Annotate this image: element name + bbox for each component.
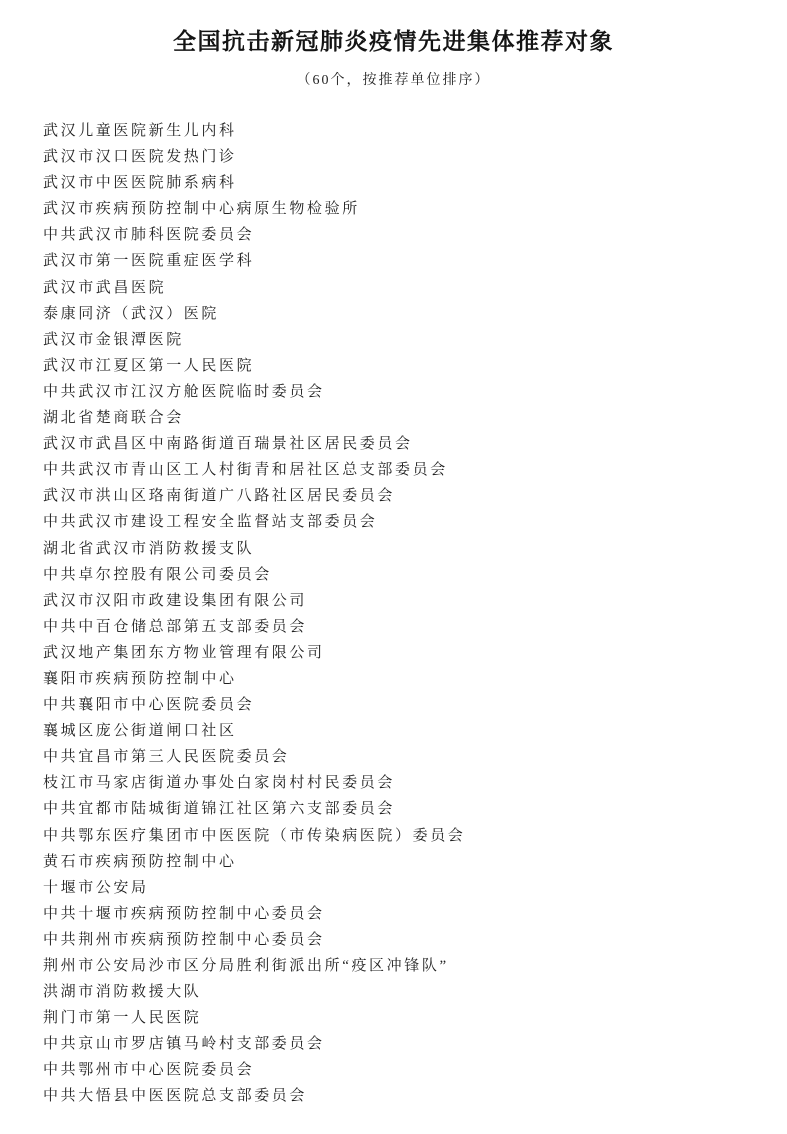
list-item: 中共武汉市肺科医院委员会 bbox=[43, 227, 255, 244]
list-item: 武汉市洪山区珞南街道广八路社区居民委员会 bbox=[43, 488, 396, 505]
list-item: 襄阳市疾病预防控制中心 bbox=[43, 670, 237, 687]
document-title: 全国抗击新冠肺炎疫情先进集体推荐对象 bbox=[173, 29, 614, 54]
list-item: 武汉地产集团东方物业管理有限公司 bbox=[43, 644, 325, 661]
list-item: 中共宜都市陆城街道锦江社区第六支部委员会 bbox=[43, 801, 396, 818]
list-item: 洪湖市消防救援大队 bbox=[43, 984, 202, 1001]
list-item: 武汉市疾病预防控制中心病原生物检验所 bbox=[43, 201, 360, 218]
list-item: 襄城区庞公街道闸口社区 bbox=[43, 723, 237, 740]
list-item: 中共鄂东医疗集团市中医医院（市传染病医院）委员会 bbox=[43, 827, 466, 844]
list-item: 枝江市马家店街道办事处白家岗村村民委员会 bbox=[43, 775, 396, 792]
list-item: 荆门市第一人民医院 bbox=[43, 1010, 202, 1027]
list-item: 武汉儿童医院新生儿内科 bbox=[43, 123, 237, 139]
list-item: 中共十堰市疾病预防控制中心委员会 bbox=[43, 905, 325, 922]
list-item: 武汉市武昌区中南路街道百瑞景社区居民委员会 bbox=[43, 436, 413, 453]
list-item: 中共荆州市疾病预防控制中心委员会 bbox=[43, 931, 325, 948]
list-item: 中共京山市罗店镇马岭村支部委员会 bbox=[43, 1036, 325, 1053]
document-subtitle: （60个，按推荐单位排序） bbox=[296, 73, 491, 88]
list-item: 黄石市疾病预防控制中心 bbox=[43, 853, 237, 870]
list-item: 荆州市公安局沙市区分局胜利街派出所“疫区冲锋队” bbox=[43, 958, 449, 974]
list-item: 中共鄂州市中心医院委员会 bbox=[43, 1062, 255, 1079]
list-item: 中共卓尔控股有限公司委员会 bbox=[43, 566, 272, 583]
list-item: 武汉市江夏区第一人民医院 bbox=[43, 357, 255, 374]
list-item: 武汉市金银潭医院 bbox=[43, 331, 184, 348]
list-item: 武汉市中医医院肺系病科 bbox=[43, 175, 237, 192]
list-item: 湖北省楚商联合会 bbox=[43, 410, 184, 427]
list-item: 中共武汉市建设工程安全监督站支部委员会 bbox=[43, 514, 378, 531]
list-item: 中共襄阳市中心医院委员会 bbox=[43, 697, 255, 714]
list-item: 武汉市武昌医院 bbox=[43, 279, 167, 296]
list-item: 武汉市第一医院重症医学科 bbox=[43, 253, 255, 270]
organization-list bbox=[0, 118, 787, 1110]
list-item: 泰康同济（武汉）医院 bbox=[43, 305, 220, 322]
list-item: 武汉市汉阳市政建设集团有限公司 bbox=[43, 592, 308, 609]
list-item: 中共武汉市江汉方舱医院临时委员会 bbox=[43, 383, 325, 400]
list-item: 十堰市公安局 bbox=[43, 879, 149, 896]
list-item: 中共宜昌市第三人民医院委员会 bbox=[43, 749, 290, 766]
list-item: 中共中百仓储总部第五支部委员会 bbox=[43, 618, 308, 635]
list-item: 湖北省武汉市消防救援支队 bbox=[43, 540, 255, 557]
list-item: 中共大悟县中医医院总支部委员会 bbox=[43, 1088, 308, 1105]
list-item: 武汉市汉口医院发热门诊 bbox=[43, 149, 237, 166]
list-item: 中共武汉市青山区工人村街青和居社区总支部委员会 bbox=[43, 462, 448, 479]
